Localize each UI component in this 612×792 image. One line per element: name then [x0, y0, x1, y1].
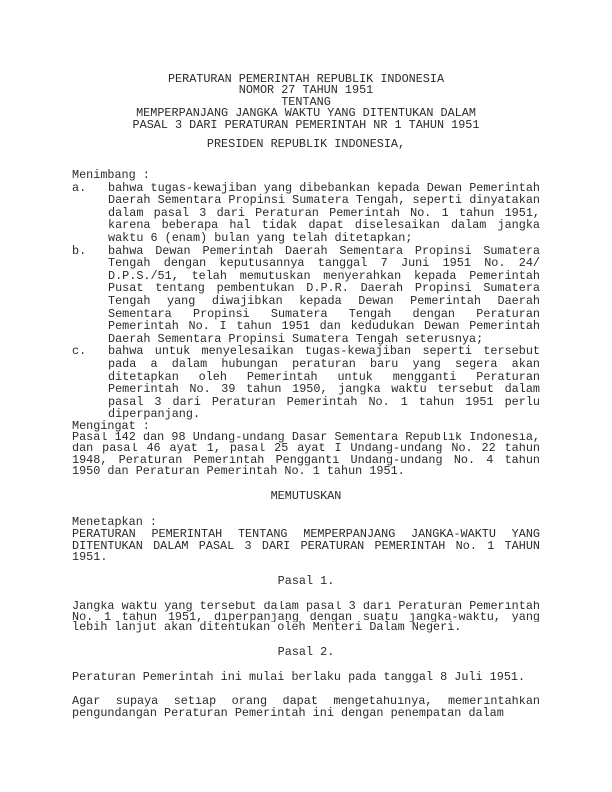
- text-line: Sementara Propinsi Sumatera Tengah dengan Peraturan: [108, 307, 540, 321]
- document-title: [72, 74, 540, 131]
- text-line: Daerah Sementara Propinsi Sumatera Tengah seterusnya;: [108, 331, 484, 346]
- item-marker: c.: [72, 344, 87, 359]
- text-line: pada a dalam hubungan peraturan baru yang segera akan: [108, 357, 540, 371]
- consideration-item: [72, 245, 540, 346]
- text-line: dan pasal 46 ayat 1, pasal 25 ayat I Undang-undang No. 22 tahun: [72, 443, 540, 455]
- title-line: MEMPERPANJANG JANGKA WAKTU YANG DITENTUKAN DALAM: [136, 106, 476, 121]
- menimbang-label: Menimbang :: [72, 168, 150, 182]
- closing-paragraph: [72, 696, 540, 719]
- mengingat-label: Mengingat :: [72, 419, 150, 433]
- pasal-1-heading: Pasal 1.: [277, 574, 335, 588]
- memutuskan-heading: MEMUTUSKAN: [270, 489, 342, 503]
- text-line: dalam pasal 3 dari Peraturan Pemerintah No. 1 tahun 1951,: [108, 206, 540, 220]
- title-line: TENTANG: [281, 94, 331, 109]
- pasal-2-heading: Pasal 2.: [277, 645, 335, 659]
- text-line: PERATURAN PEMERINTAH TENTANG MEMPERPANJANG JANGKA-WAKTU YANG: [72, 528, 540, 541]
- text-line: Daerah Sementara Propinsi Sumatera Tengah, seperti dinyatakan: [108, 194, 540, 207]
- text-line: bahwa tugas-kewajiban yang dibebankan kepada Dewan Pemerintah: [108, 181, 540, 195]
- text-line: Pusat tentang pembentukan D.P.R. Daerah Propinsi Sumatera: [108, 282, 540, 295]
- text-line: Tengah dengan keputusannya tanggal 7 Juni 1951 No. 24/: [108, 257, 540, 270]
- text-line: Pemerintah No. I tahun 1951 dan kedudukan Dewan Pemerintah: [108, 320, 540, 333]
- title-line: PASAL 3 DARI PERATURAN PEMERINTAH NR 1 TAHUN 1951: [132, 117, 480, 132]
- text-line: diperpanjang.: [108, 407, 201, 422]
- text-line: 1950 dan Peraturan Pemerintah No. 1 tahun 1951.: [72, 463, 405, 478]
- menimbang-section: [72, 169, 540, 421]
- text-line: D.P.S./51, telah memutuskan menyerahkan kepada Pemerintah: [108, 269, 540, 283]
- text-line: DITENTUKAN DALAM PASAL 3 DARI PERATURAN PEMERINTAH No. 1 TAHUN: [72, 540, 540, 553]
- text-line: pengundangan Peraturan Pemerintah ini dengan penempatan dalam: [72, 705, 504, 720]
- presiden-heading: PRESIDEN REPUBLIK INDONESIA,: [206, 137, 406, 151]
- mengingat-section: [72, 421, 540, 477]
- text-line: lebih lanjut akan ditentukan oleh Menteri Dalam Negeri.: [72, 620, 462, 635]
- text-line: waktu 6 (enam) bulan yang telah ditetapkan;: [108, 230, 413, 245]
- text-line: bahwa Dewan Pemerintah Daerah Sementara Propinsi Sumatera: [108, 244, 540, 258]
- text-line: Agar supaya setiap orang dapat mengetahuinya, memerintahkan: [72, 696, 540, 708]
- text-line: ditetapkan oleh Pemerintah untuk mengganti Peraturan: [108, 370, 540, 384]
- item-marker: b.: [72, 243, 87, 258]
- text-line: pasal 3 dari Peraturan Pemerintah No. 1 tahun 1951 perlu: [108, 395, 540, 409]
- text-line: No. 1 tahun 1951, diperpanjang dengan suatu jangka-waktu, yang: [72, 611, 540, 623]
- text-line: Jangka waktu yang tersebut dalam pasal 3 dari Peraturan Pemerintah: [72, 601, 540, 612]
- title-line: PERATURAN PEMERINTAH REPUBLIK INDONESIA: [167, 72, 445, 86]
- consideration-item: [72, 345, 540, 421]
- item-marker: a.: [72, 180, 87, 195]
- menetapkan-label: Menetapkan :: [72, 515, 157, 529]
- text-line: 1948, Peraturan Pemerintah Pengganti Undang-undang No. 4 tahun: [72, 454, 540, 466]
- text-line: Peraturan Pemerintah ini mulai berlaku pada tanggal 8 Juli 1951.: [72, 670, 526, 684]
- pasal-1-body: [72, 601, 540, 633]
- pasal-2-body: [72, 672, 540, 684]
- title-line: NOMOR 27 TAHUN 1951: [238, 83, 374, 98]
- text-line: Pasal 142 dan 98 Undang-undang Dasar Sementara Republik Indonesia,: [72, 432, 540, 444]
- text-line: Tengah yang diwajibkan kepada Dewan Pemerintah Daerah: [108, 294, 540, 308]
- text-line: karena beberapa hal tidak dapat diselesaikan dalam jangka: [108, 219, 540, 232]
- text-line: bahwa untuk menyelesaikan tugas-kewajiban seperti tersebut: [108, 345, 540, 358]
- text-line: Pemerintah No. 39 tahun 1950, jangka waktu tersebut dalam: [108, 383, 540, 396]
- consideration-item: [72, 182, 540, 245]
- menetapkan-section: [72, 517, 540, 564]
- text-line: 1951.: [72, 550, 108, 565]
